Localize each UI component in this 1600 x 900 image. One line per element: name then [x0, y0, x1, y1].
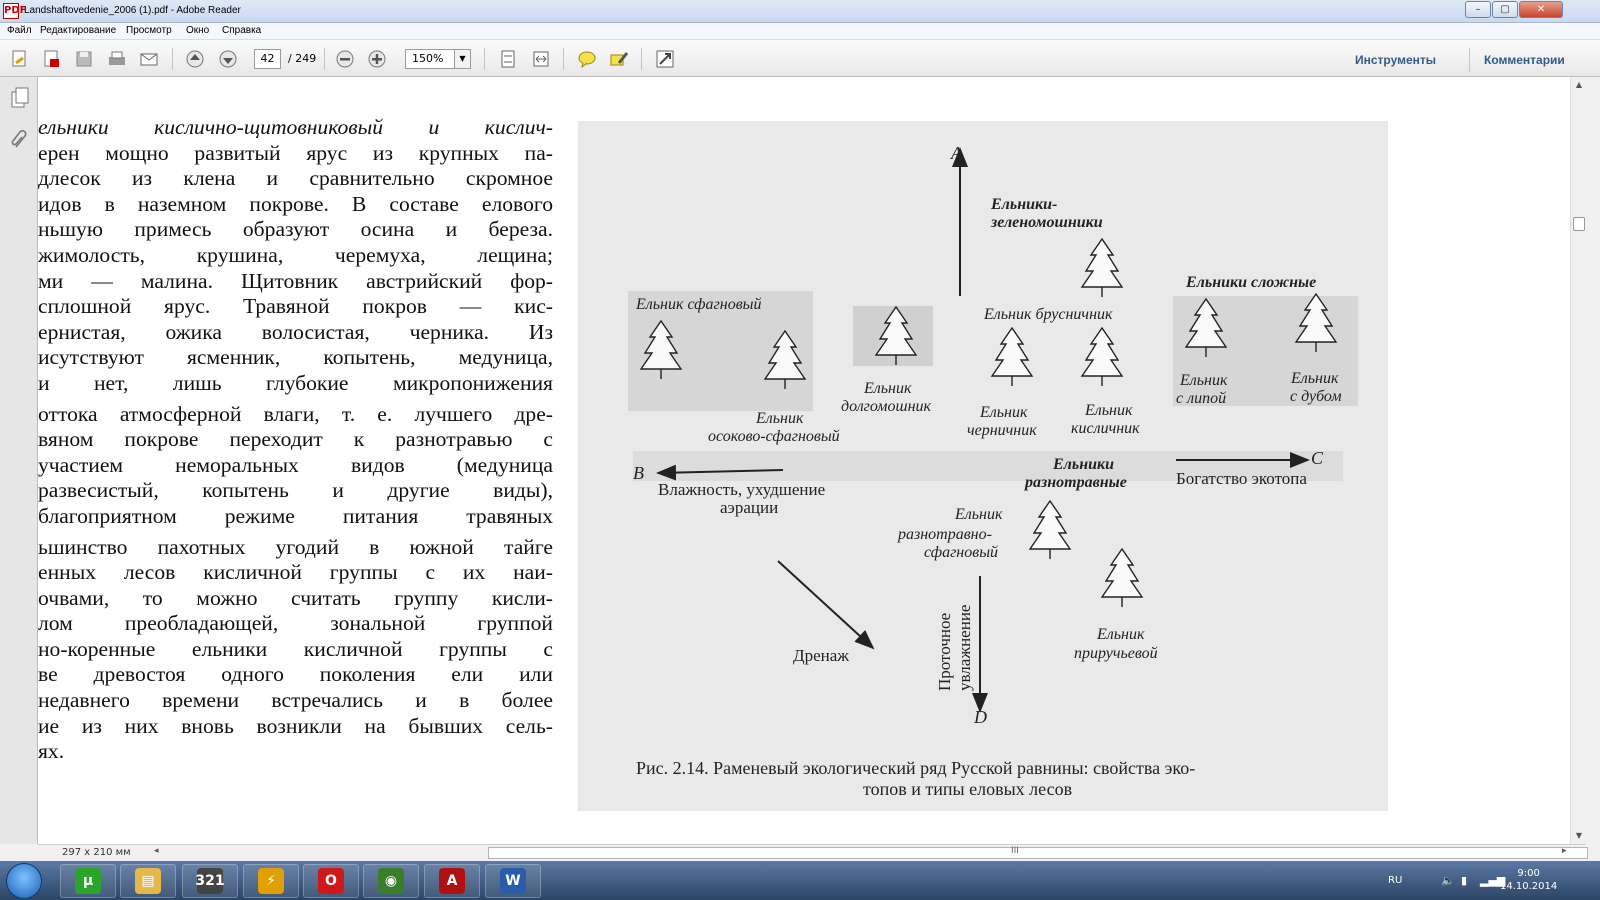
- axis-a-label: A: [951, 143, 962, 163]
- close-button[interactable]: ✕: [1519, 1, 1563, 18]
- text-line: ми — малина. Щитовник австрийский фор-: [38, 268, 553, 293]
- word-icon: W: [500, 868, 526, 894]
- comments-link[interactable]: Комментарии: [1484, 53, 1565, 67]
- text-line: лом преобладающей, зональной группой: [38, 611, 553, 636]
- scroll-right-icon[interactable]: ▸: [1562, 846, 1567, 856]
- tools-link[interactable]: Инструменты: [1355, 53, 1437, 67]
- label-oak-1: Ельник: [1291, 370, 1339, 387]
- maximize-button[interactable]: ▢: [1492, 1, 1518, 18]
- flow-label-1: Проточное: [935, 612, 954, 691]
- text-line: очвами, то можно считать группу кисли-: [38, 585, 553, 610]
- figure-caption-1: Рис. 2.14. Раменевый экологический ряд Русской равнины: свойства эко-: [636, 758, 1196, 778]
- document-view[interactable]: [38, 77, 1570, 844]
- opera-icon: O: [318, 868, 344, 894]
- media-player-icon: 321: [197, 868, 223, 894]
- menu-window[interactable]: Окно: [186, 25, 210, 36]
- text-line: ве древостоя одного поколения ели или: [38, 662, 553, 687]
- minimize-button[interactable]: –: [1465, 1, 1491, 18]
- title-bar: [0, 0, 1600, 23]
- page-total: / 249: [288, 52, 317, 65]
- print-icon[interactable]: [106, 48, 128, 70]
- text-line: вяном покрове переходит к разнотравью с: [38, 427, 553, 452]
- humidity-label-2: аэрации: [720, 498, 779, 517]
- scroll-up-icon[interactable]: ▲: [1575, 80, 1583, 89]
- network-icon[interactable]: ▂▄▆: [1480, 874, 1506, 887]
- label-herb-sphagnum-3: сфагновый: [924, 544, 999, 561]
- label-riparian-2: приручьевой: [1074, 645, 1158, 662]
- taskbar-chrome[interactable]: [363, 864, 419, 898]
- pdf-app-icon: PDF: [3, 3, 19, 19]
- text-line: участием неморальных видов (медуница: [38, 452, 553, 477]
- taskbar-adobe-reader[interactable]: [424, 864, 480, 898]
- comment-icon[interactable]: [576, 48, 598, 70]
- label-long-moss-1: Ельник: [864, 380, 912, 397]
- figure-caption-2: топов и типы еловых лесов: [863, 779, 1073, 799]
- zoom-in-icon[interactable]: [366, 48, 388, 70]
- utorrent-icon: µ: [75, 868, 101, 894]
- richness-label: Богатство экотопа: [1176, 469, 1307, 488]
- text-line: и нет, лишь глубокие микропонижения: [38, 370, 553, 395]
- zoom-select[interactable]: [405, 49, 471, 69]
- scroll-grip: III: [1011, 846, 1019, 856]
- taskbar-media-player[interactable]: [182, 864, 238, 898]
- tree-riparian: [1102, 549, 1142, 607]
- drainage-arrow: [778, 561, 873, 648]
- menu-file[interactable]: Файл: [7, 25, 32, 36]
- axis-d-label: D: [974, 707, 987, 727]
- navigation-pane: [0, 77, 38, 844]
- clock-time: 9:00: [1517, 868, 1540, 879]
- scroll-thumb[interactable]: [1573, 217, 1585, 231]
- text-line: ерен мощно развитый ярус из крупных па-: [38, 140, 553, 165]
- label-herb-sphagnum-2: разнотравно-: [898, 526, 992, 543]
- text-line: ернистая, ожика волосистая, черника. Из: [38, 319, 553, 344]
- taskbar-word[interactable]: [485, 864, 541, 898]
- tree-bilberry: [992, 328, 1032, 386]
- label-herb-sphagnum-1: Ельник: [955, 506, 1003, 523]
- taskbar-utorrent[interactable]: [60, 864, 116, 898]
- label-complex: Ельники сложные: [1186, 274, 1317, 291]
- text-line: енных лесов кисличной группы с их наи-: [38, 560, 553, 585]
- fit-width-icon[interactable]: [530, 48, 552, 70]
- scroll-left-icon[interactable]: ◂: [154, 846, 159, 856]
- prev-page-icon[interactable]: [184, 48, 206, 70]
- adobe-reader-icon: A: [439, 868, 465, 894]
- attachments-icon[interactable]: [9, 129, 31, 151]
- axis-b-label: B: [633, 463, 644, 483]
- text-line: ях.: [38, 739, 65, 764]
- taskbar-opera[interactable]: [303, 864, 359, 898]
- tree-green-moss: [1082, 239, 1122, 297]
- label-sedge-sphagnum-1: Ельник: [756, 410, 804, 427]
- window-title: Landshaftovedenie_2006 (1).pdf - Adobe Reader: [24, 5, 241, 16]
- horizontal-scrollbar[interactable]: [488, 847, 1588, 859]
- text-line: длесок из клена и сравнительно скромное: [38, 166, 553, 191]
- label-linden-2: с липой: [1176, 390, 1227, 407]
- label-green-moss-1: Ельники-: [991, 196, 1058, 213]
- page-text: [38, 115, 553, 765]
- start-button[interactable]: [6, 863, 42, 899]
- text-line: ие из них вновь возникли на бывших сель-: [38, 713, 553, 738]
- volume-icon[interactable]: 🔈: [1441, 874, 1455, 887]
- label-sedge-sphagnum-2: осоково-сфагновый: [708, 428, 840, 445]
- pages-icon[interactable]: [9, 87, 31, 109]
- humidity-label-1: Влажность, ухудшение: [658, 480, 826, 499]
- open-icon[interactable]: [9, 48, 31, 70]
- taskbar: [0, 861, 1600, 900]
- scroll-down-icon[interactable]: ▼: [1575, 831, 1583, 840]
- text-line: жимолость, крушина, черемуха, лещина;: [38, 242, 553, 267]
- label-bilberry-2: черничник: [967, 422, 1037, 439]
- fullscreen-icon[interactable]: [654, 48, 676, 70]
- figure-2-14: [578, 121, 1388, 811]
- zoom-out-icon[interactable]: [334, 48, 356, 70]
- drainage-label: Дренаж: [793, 646, 850, 665]
- text-line: но-коренные ельники кисличной группы с: [38, 636, 553, 661]
- tree-oxalis: [1082, 328, 1122, 386]
- label-long-moss-2: долгомошник: [841, 398, 932, 415]
- label-oxalis-1: Ельник: [1085, 402, 1133, 419]
- text-line: исутствуют ясменник, копытень, медуница,: [38, 345, 553, 370]
- page-size: 297 x 210 мм: [62, 847, 131, 858]
- label-green-moss-2: зеленомошники: [991, 214, 1103, 231]
- clock[interactable]: [1500, 867, 1557, 893]
- clock-date: 14.10.2014: [1500, 881, 1558, 892]
- text-line: ньшую примесь образуют осина и береза.: [38, 217, 553, 242]
- explorer-icon: ▤: [135, 868, 161, 894]
- create-pdf-icon[interactable]: [41, 48, 63, 70]
- label-sphagnum: Ельник сфагновый: [636, 296, 762, 313]
- text-line: ьшинство пахотных угодий в южной тайге: [38, 534, 553, 559]
- status-bar: [38, 844, 1586, 861]
- label-riparian-1: Ельник: [1097, 626, 1145, 643]
- menu-bar: [0, 23, 1600, 40]
- fit-page-icon[interactable]: [497, 48, 519, 70]
- label-herb-1: Ельники: [1053, 456, 1114, 473]
- label-linden-1: Ельник: [1180, 372, 1228, 389]
- label-bilberry-1: Ельник: [980, 404, 1028, 421]
- menu-edit[interactable]: Редактирование: [40, 25, 117, 36]
- text-line: оттока атмосферной влаги, т. е. лучшего дре-: [38, 401, 553, 426]
- toolbar: [0, 40, 1600, 77]
- page-number-input[interactable]: 42: [254, 49, 281, 69]
- axis-c-label: C: [1311, 448, 1324, 468]
- zoom-value: 150%: [412, 52, 444, 65]
- daemon-tools-icon: ⚡: [258, 868, 284, 894]
- label-oak-2: с дубом: [1290, 388, 1342, 405]
- chevron-down-icon[interactable]: ▼: [454, 50, 470, 68]
- language-indicator[interactable]: RU: [1388, 875, 1403, 886]
- save-icon[interactable]: [73, 48, 95, 70]
- text-line: благоприятном режиме питания травяных: [38, 503, 553, 528]
- text-line: развесистый, копытень и другие виды),: [38, 478, 553, 503]
- taskbar-explorer[interactable]: [120, 864, 176, 898]
- label-oxalis-2: кисличник: [1071, 420, 1140, 437]
- tree-herb-sphagnum: [1030, 501, 1070, 559]
- text-line: сплошной ярус. Травяной покров — кис-: [38, 294, 553, 319]
- highlight-icon[interactable]: [608, 48, 630, 70]
- label-lingonberry: Ельник брусничник: [984, 306, 1113, 323]
- label-herb-2: разнотравные: [1025, 474, 1127, 491]
- menu-help[interactable]: Справка: [222, 25, 262, 36]
- menu-view[interactable]: Просмотр: [126, 25, 172, 36]
- email-icon[interactable]: [138, 48, 160, 70]
- text-line: идов в наземном покрове. В составе елового: [38, 191, 553, 216]
- taskbar-daemon-tools[interactable]: [243, 864, 299, 898]
- text-line: ельники кислично-щитовниковый и кислич-: [38, 115, 553, 139]
- text-line: недавнего времени встречались и в более: [38, 688, 553, 713]
- chrome-icon: ◉: [378, 868, 404, 894]
- power-icon[interactable]: ▮: [1461, 874, 1468, 887]
- vertical-scrollbar[interactable]: [1570, 77, 1586, 844]
- flow-label-2: увлажнение: [955, 604, 974, 691]
- next-page-icon[interactable]: [217, 48, 239, 70]
